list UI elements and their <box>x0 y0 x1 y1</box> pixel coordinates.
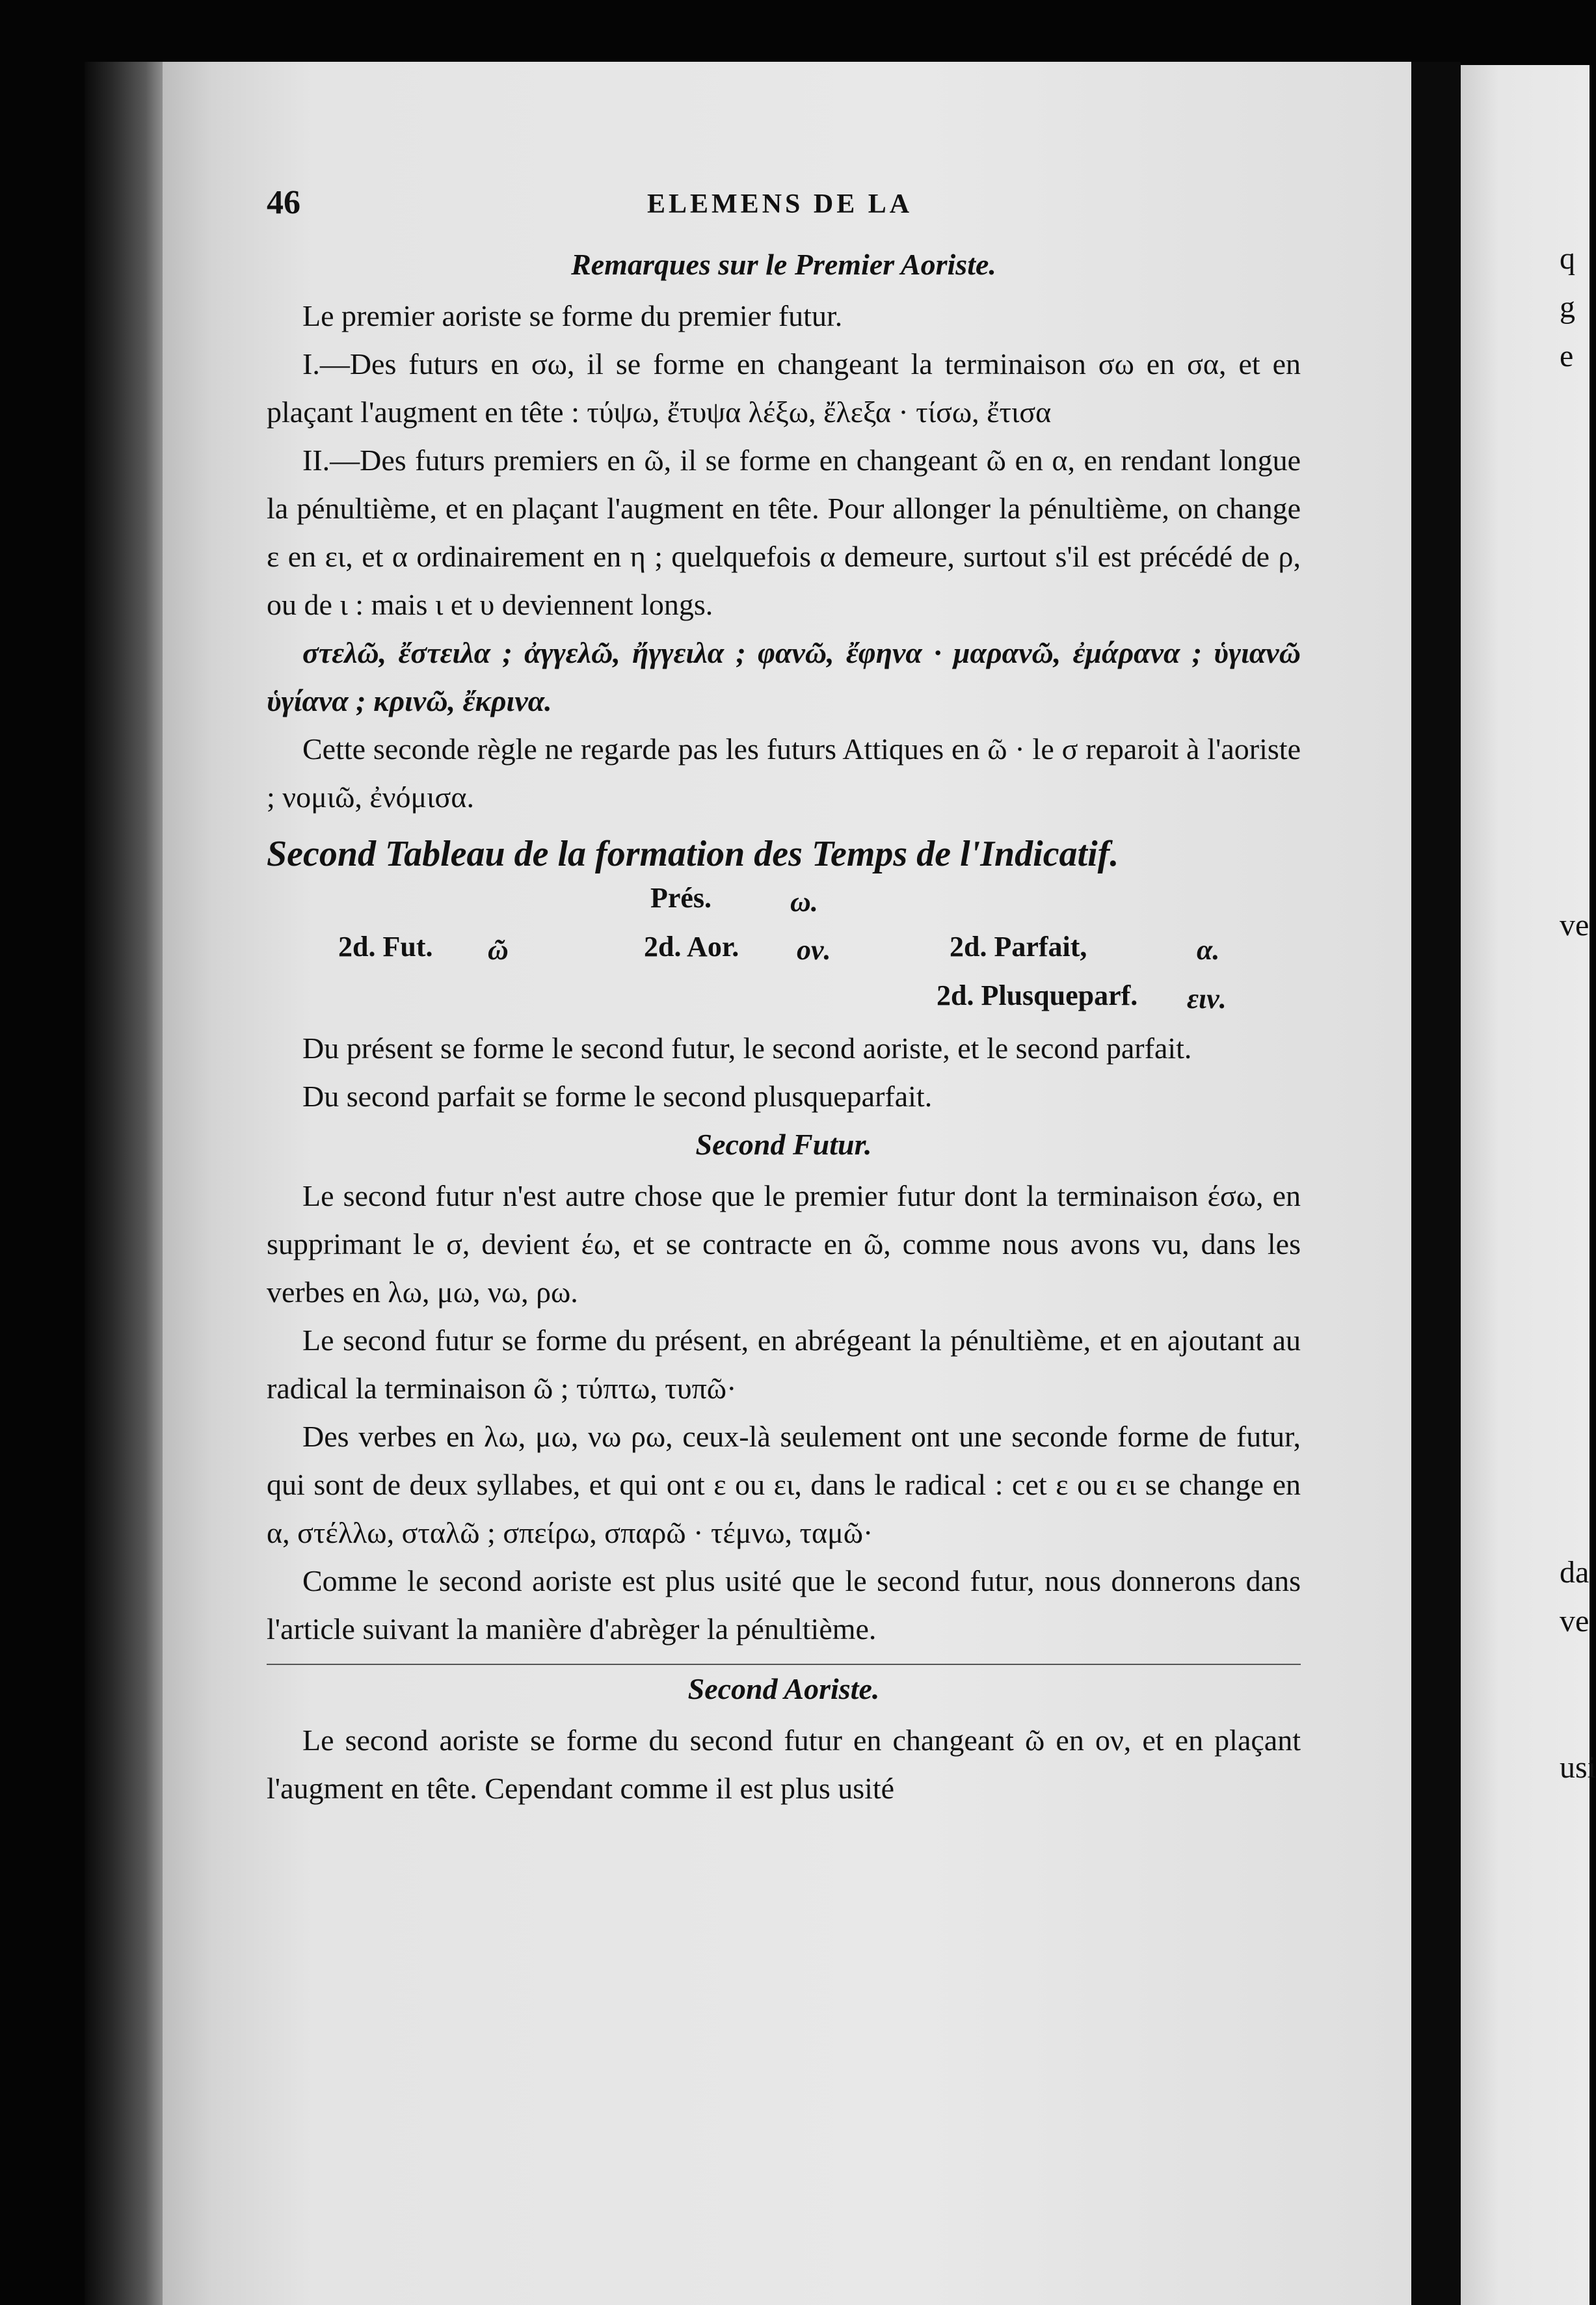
paragraph-greek-examples: στελῶ, ἔστειλα ; ἀγγελῶ, ἤγγειλα ; φανῶ, ἔφηνα · μαρανῶ, ἐμάρανα ; ὑγιανῶ ὑγίανα ; κρινῶ, ἔκρινα. <box>267 636 1301 717</box>
running-head <box>267 163 1301 241</box>
paragraph-second-futur-1: Le second futur n'est autre chose que le premier futur dont la terminaison έσω, en supprimant le σ, devient έω, et se contracte en ῶ, comme nous avons vu, dans les verbes en λω, μω, νω, ρω. <box>267 1179 1301 1309</box>
paragraph-intro: Le premier aoriste se forme du premier futur. <box>302 299 843 332</box>
table-aor-ending: ον. <box>797 934 831 966</box>
table-plusq-ending: ειν. <box>1187 983 1227 1015</box>
table-parf-label: 2d. Parfait, <box>950 931 1087 963</box>
facing-page-fragment: ve <box>1560 908 1589 942</box>
running-title: ELEMENS DE LA <box>647 189 913 219</box>
book-gutter <box>1411 62 1461 2305</box>
page-content <box>267 163 1301 1813</box>
section-heading-second-futur: Second Futur. <box>695 1128 872 1161</box>
paragraph-rule-2: II.—Des futurs premiers en ῶ, il se forme en changeant ῶ en α, en rendant longue la pénultième, et en plaçant l'augment en tête. Pour allonger la pénultième, on change ε en ει, et α ordinairement en η ; quelquefois α demeure, surtout s'il est précédé de ρ, ou de ι : mais ι et υ deviennent longs. <box>267 444 1301 621</box>
paragraph-du-second-parfait: Du second parfait se forme le second plusqueparfait. <box>302 1080 933 1113</box>
paragraph-second-futur-4: Comme le second aoriste est plus usité que le second futur, nous donnerons dans l'article suivant la manière d'abrèger la pénultième. <box>267 1564 1301 1645</box>
page-number: 46 <box>267 184 300 221</box>
section-heading-premier-aoriste: Remarques sur le Premier Aoriste. <box>571 248 996 281</box>
table-pres-ending: ω. <box>790 886 818 918</box>
table-pres-label: Prés. <box>650 882 712 914</box>
paragraph-second-futur-2: Le second futur se forme du présent, en abrégeant la pénultième, et en ajoutant au radical la terminaison ῶ ; τύπτω, τυπῶ· <box>267 1324 1301 1405</box>
facing-page-fragment: q <box>1560 241 1575 276</box>
paragraph-rule-1: I.—Des futurs en σω, il se forme en changeant la terminaison σω en σα, et en plaçant l'augment en tête : τύψω, ἔτυψα λέξω, ἔλεξα · τίσω, ἔτισα <box>267 347 1301 429</box>
table-plusq-label: 2d. Plusqueparf. <box>937 979 1138 1011</box>
facing-page-fragment: e <box>1560 339 1574 373</box>
section-heading-second-aoriste: Second Aoriste. <box>687 1672 880 1705</box>
facing-page-fragment: usi <box>1560 1750 1596 1785</box>
formation-table <box>267 881 1301 1024</box>
table-parf-ending: α. <box>1197 934 1220 966</box>
table-aor-label: 2d. Aor. <box>644 931 739 963</box>
paragraph-note-attic: Cette seconde règle ne regarde pas les futurs Attiques en ῶ · le σ reparoit à l'aoriste ; νομιῶ, ἐνόμισα. <box>267 732 1301 814</box>
table-title: Second Tableau de la formation des Temps de l'Indicatif. <box>267 834 1119 874</box>
facing-page-fragment: ve <box>1560 1604 1589 1638</box>
book-spine-shadow <box>85 62 166 2305</box>
facing-page-fragment: g <box>1560 290 1575 325</box>
facing-page-fragment: da <box>1560 1555 1589 1590</box>
table-fut-ending: ῶ <box>488 934 509 966</box>
table-fut-label: 2d. Fut. <box>338 931 433 963</box>
paragraph-du-present: Du présent se forme le second futur, le second aoriste, et le second parfait. <box>302 1032 1192 1065</box>
facing-page <box>1461 65 1589 2305</box>
section-divider <box>267 1664 1301 1665</box>
paragraph-second-aoriste-1: Le second aoriste se forme du second futur en changeant ῶ en ον, et en plaçant l'augment en tête. Cependant comme il est plus usité <box>267 1724 1301 1805</box>
paragraph-second-futur-3: Des verbes en λω, μω, νω ρω, ceux-là seulement ont une seconde forme de futur, qui sont de deux syllabes, et qui ont ε ou ει, dans le radical : cet ε ou ει se change en α, στέλλω, σταλῶ ; σπείρω, σπαρῶ · τέμνω, ταμῶ· <box>267 1420 1301 1549</box>
